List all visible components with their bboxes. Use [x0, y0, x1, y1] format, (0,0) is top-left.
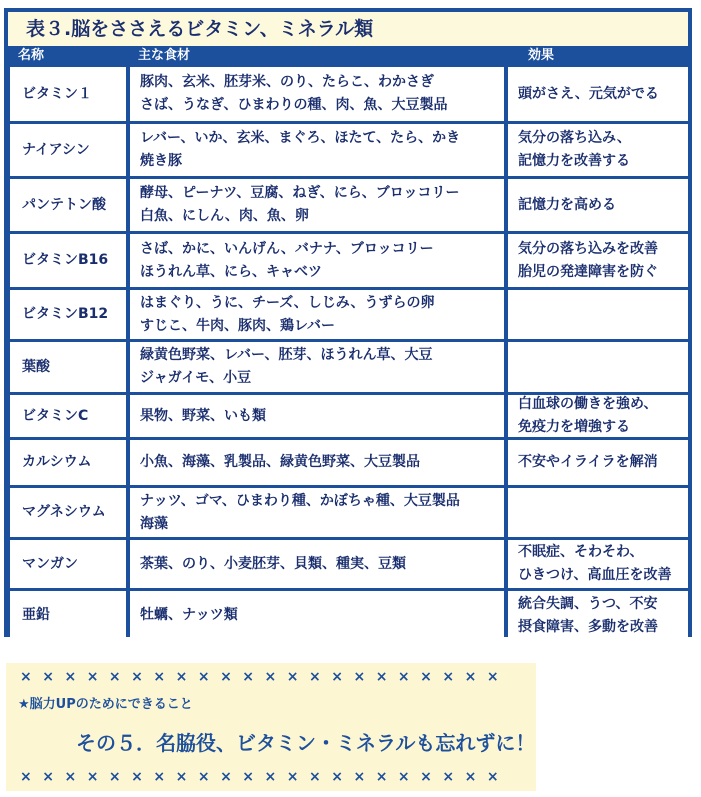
row-name-cell: ビタミンB16 [10, 234, 126, 287]
row-foods-cell: 小魚、海藻、乳製品、緑黄色野菜、大豆製品 [130, 440, 504, 485]
row-name-cell: ビタミンB12 [10, 290, 126, 339]
row-foods-cell: さば、かに、いんげん、バナナ、ブロッコリー ほうれん草、にら、キャベツ [130, 234, 504, 287]
row-effect-cell: 統合失調、うつ、不安 摂食障害、多動を改善 [508, 591, 688, 640]
row-foods-cell: はまぐり、うに、チーズ、しじみ、うずらの卵 すじこ、牛肉、豚肉、鶏レバー [130, 290, 504, 339]
row-effect-cell: 不眠症、そわそわ、 ひきつけ、高血圧を改善 [508, 540, 688, 588]
row-effect-cell: 気分の落ち込み、 記憶力を改善する [508, 124, 688, 176]
tip-banner [6, 663, 536, 791]
row-name-cell: 葉酸 [10, 342, 126, 392]
banner-subtitle: ★脳力UPのためにできること [18, 697, 193, 712]
row-name-cell: ビタミン１ [10, 67, 126, 121]
row-name-cell: パンテトン酸 [10, 179, 126, 231]
row-name-cell: 亜鉛 [10, 591, 126, 640]
row-effect-cell: 気分の落ち込みを改善 胎児の発達障害を防ぐ [508, 234, 688, 287]
header-name: 名称 [18, 48, 45, 63]
banner-headline: その５．名脇役、ビタミン・ミネラルも忘れずに！ [76, 731, 536, 755]
row-effect-cell [508, 488, 688, 537]
header-effect: 効果 [528, 48, 555, 63]
row-name-cell: マンガン [10, 540, 126, 588]
row-foods-cell: レバー、いか、玄米、まぐろ、ほたて、たら、かき 焼き豚 [130, 124, 504, 176]
row-foods-cell: 茶葉、のり、小麦胚芽、貝類、種実、豆類 [130, 540, 504, 588]
row-foods-cell: 酵母、ピーナツ、豆腐、ねぎ、にら、ブロッコリー 白魚、にしん、肉、魚、卵 [130, 179, 504, 231]
row-effect-cell: 頭がさえ、元気がでる [508, 67, 688, 121]
cross-border-bottom: ×××××××××××××××××××××× [20, 769, 510, 785]
row-name-cell: カルシウム [10, 440, 126, 485]
header-foods: 主な食材 [138, 48, 191, 63]
row-foods-cell: 牡蠣、ナッツ類 [130, 591, 504, 640]
vitamin-mineral-table [4, 8, 692, 637]
row-effect-cell: 記憶力を高める [508, 179, 688, 231]
row-name-cell: ビタミンC [10, 395, 126, 437]
table-title: 表３.脳をささえるビタミン、ミネラル類 [8, 12, 688, 46]
row-name-cell: ナイアシン [10, 124, 126, 176]
row-effect-cell [508, 290, 688, 339]
cross-border-top: ×××××××××××××××××××××× [20, 669, 510, 685]
row-effect-cell: 白血球の働きを強め、 免疫力を増強する [508, 395, 688, 437]
row-effect-cell [508, 342, 688, 392]
row-effect-cell: 不安やイライラを解消 [508, 440, 688, 485]
row-foods-cell: ナッツ、ゴマ、ひまわり種、かぼちゃ種、大豆製品 海藻 [130, 488, 504, 537]
row-foods-cell: 果物、野菜、いも類 [130, 395, 504, 437]
row-foods-cell: 緑黄色野菜、レバー、胚芽、ほうれん草、大豆 ジャガイモ、小豆 [130, 342, 504, 392]
row-name-cell: マグネシウム [10, 488, 126, 537]
row-foods-cell: 豚肉、玄米、胚芽米、のり、たらこ、わかさぎ さば、うなぎ、ひまわりの種、肉、魚、大豆製品 [130, 67, 504, 121]
